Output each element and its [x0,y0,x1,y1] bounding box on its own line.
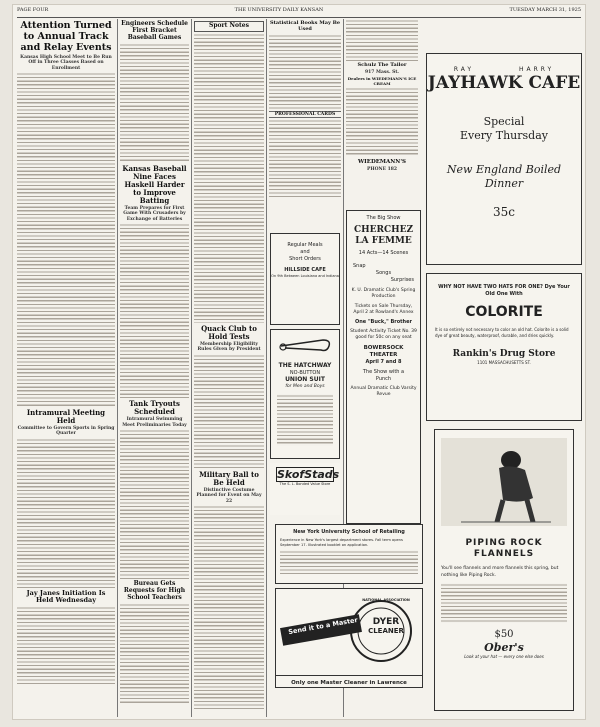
ad-nyu-retailing [275,524,423,584]
page-number: PAGE FOUR [17,7,49,13]
show-punch-line1: The Show with a [362,369,405,375]
safety-pin-icon [275,334,335,358]
jayhawk-special: Special [483,115,525,128]
hatchway-name: THE HATCHWAY [278,362,332,369]
piping-title-line1: PIPING ROCK [465,538,543,548]
headline-quack-club: Quack Club to Hold Tests [201,323,257,341]
masthead-title: THE UNIVERSITY DAILY KANSAN [234,7,324,13]
newspaper-page [12,4,586,720]
ad-hillside-cafe [270,233,340,325]
show-student-ticket: Student Activity Ticket No. 39 good for 50c on any seat [350,329,417,340]
hatchway-line4: for Men and Boys [285,384,325,389]
show-theater: BOWERSOCK THEATER [363,345,404,358]
hatchway-line3: UNION SUIT [285,376,325,383]
headline-intramural: Intramural Meeting Held [26,407,106,425]
show-tickets: Tickets on Sale Thursday, April 2 at Rowland's Annex [353,304,414,315]
show-punch-line2: Punch [375,376,392,382]
headline-baseball: Kansas Baseball Nine Faces Haskell Harder to Improve Batting [122,163,187,205]
jayhawk-owners: RAY HARRY [453,66,555,73]
cleaner-word: CLEANER [368,627,404,635]
show-dates: April 7 and 8 [365,359,402,365]
show-surprises: Surprises [390,277,414,283]
dyer-association: NATIONAL ASSOCIATION [362,598,410,602]
issue-date: TUESDAY MARCH 31, 1925 [509,7,581,13]
show-snap: Snap [353,263,366,269]
colorite-brand: COLORITE [465,304,543,320]
ad-dyer-cleaner [275,588,423,688]
colorite-store: Rankin's Drug Store [452,349,556,359]
subhead-quack-club: Membership Eligibility Rules Given by President [197,341,261,353]
wiedemann-phone: PHONE 182 [366,166,398,172]
dyer-bottom-line: Only one Master Cleaner in Lawrence [276,675,422,687]
colorite-question: WHY NOT HAVE TWO HATS FOR ONE? Dye Your Old One With [438,284,570,297]
ad-piping-rock [434,429,574,711]
column-2 [120,19,189,719]
professional-cards-heading: PROFESSIONAL CARDS [269,111,341,118]
subhead-tank-tryouts: Intramural Swimming Meet Preliminaries Today [122,417,187,428]
piping-price: $50 [494,629,514,640]
hillside-line3: Short Orders [289,256,321,262]
jayhawk-name: JAYHAWK CAFE [427,73,581,93]
piping-body: You'll see flannels and more flannels this spring, but nothing like Piping Rock. [441,566,559,578]
ad-skofstads [270,463,340,515]
jayhawk-dinner-line1: New England Boiled [446,163,562,176]
headline-track-relay: Attention Turned to Annual Track and Relay Events [20,20,112,53]
subhead-intramural: Committee to Govern Sports in Spring Quarter [17,426,115,437]
skofstads-tagline: The S. L. Bonded Value Store [279,482,331,486]
hatchway-line2: NO-BUTTON [289,370,321,376]
ad-hatchway [270,329,340,459]
colorite-address: 1101 MASSACHUSETTS ST. [477,360,531,365]
show-songs: Songs [375,270,392,276]
schulz-address: 917 Mass. St. [365,69,399,75]
column-3 [194,19,264,719]
hillside-address: On 9th Between Louisiana and Indiana [271,274,339,278]
golfer-icon [441,438,569,526]
hillside-line1: Regular Meals [287,242,323,248]
jayhawk-dinner-line2: Dinner [484,177,524,190]
ad-jayhawk-cafe [426,53,582,265]
subhead-military-ball: Distinctive Costume Planned for Event on May 22 [196,487,262,504]
show-club: K. U. Dramatic Club's Spring Production [351,288,416,299]
headline-military-ball: Military Ball to Be Held [199,469,259,487]
dyer-send-master: Send it to a Master [287,615,359,637]
ad-colorite [426,273,582,421]
column-1 [17,19,115,719]
jayhawk-every-thursday: Every Thursday [460,129,548,142]
nyu-body: Experience in New York's largest department stores. Fall term opens September 17. Illustrated booklet on application. [280,538,403,547]
jayhawk-price: 35c [493,205,515,219]
headline-sport-notes: Sport Notes [194,21,264,32]
subhead-baseball: Team Prepares for First Game With Crusaders by Exchange of Batteries [123,205,186,222]
ad-big-show [346,210,421,524]
show-title: CHERCHEZ LA FEMME [353,225,414,246]
show-one-buck: One "Buck," Brother [355,319,412,325]
colorite-body: It is so entirely not necessary to color an old hat. Colorite is a solid dye of great beauty, waterproof, durable, and dries quickly. [435,327,569,338]
headline-engineers: Engineers Schedule First Bracket Baseball Games [121,20,188,41]
dyer-word: DYER [372,617,400,627]
column-5-top [346,19,418,219]
piping-store-logo: Ober's [484,641,524,654]
golfer-illustration [441,438,567,526]
piping-tagline: Look at your hat — every one else does [464,654,544,659]
show-kicker: The Big Show [366,215,401,221]
headline-tank-tryouts: Tank Tryouts Scheduled [129,399,180,417]
nyu-title: New York University School of Retailing [293,529,405,535]
hillside-name: HILLSIDE CAFE [284,267,326,273]
page-header [17,7,581,18]
skofstads-logo: SkofStads [277,468,340,481]
headline-bureau: Bureau Gets Requests for High School Teachers [123,579,186,601]
schulz-name: Schulz The Tailor [357,62,407,68]
headline-statistical: Statistical Books May Be Used [269,20,341,32]
headline-jay-janes: Jay Janes Initiation Is Held Wednesday [26,588,106,605]
hillside-line2: and [300,249,310,255]
show-annual: Annual Dramatic Club Varsity Revue [350,386,417,397]
wiedemann-top: Dealers in WIEDEMANN'S ICE CREAM [347,76,417,86]
show-acts: 14 Acts—14 Scenes [358,250,409,256]
subhead-track-relay: Kansas High School Meet to Be Run Off in Three Classes Based on Enrollment [20,54,112,71]
column-4 [269,19,341,259]
piping-title-line2: FLANNELS [473,549,535,559]
wiedemann-bottom: WIEDEMANN'S [358,159,406,166]
